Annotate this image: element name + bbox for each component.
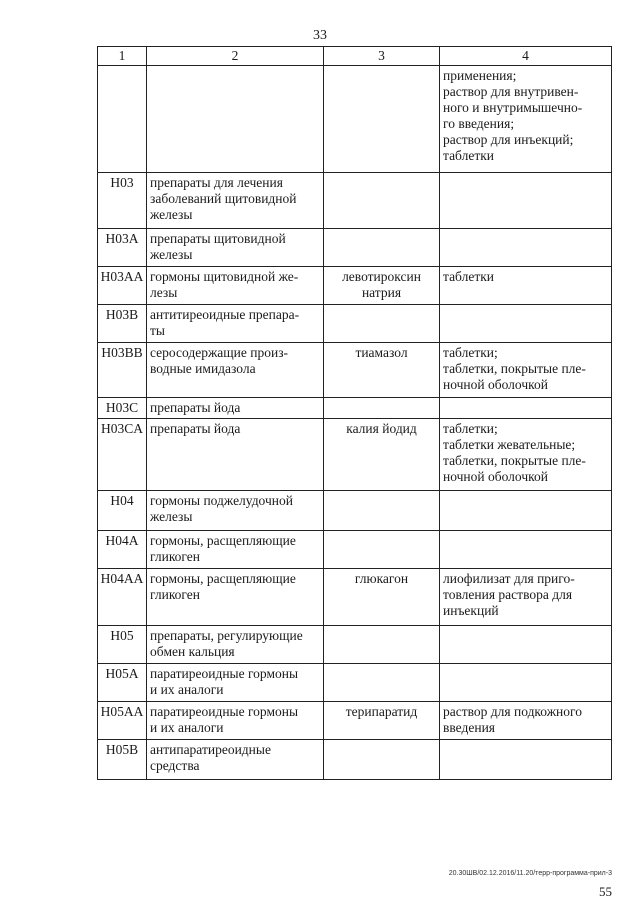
drug-cell bbox=[324, 66, 440, 173]
drug-cell bbox=[324, 740, 440, 780]
form-cell bbox=[440, 531, 612, 569]
form-cell bbox=[440, 398, 612, 419]
code-cell: H03A bbox=[98, 229, 147, 267]
name-cell-line: гормоны, расщепляющие bbox=[150, 533, 296, 548]
code-cell: H03 bbox=[98, 173, 147, 229]
form-cell-line: ночной оболочкой bbox=[443, 469, 548, 484]
form-cell bbox=[440, 419, 612, 491]
form-cell bbox=[440, 740, 612, 780]
name-cell-line: препараты йода bbox=[150, 400, 241, 415]
table-row bbox=[98, 419, 612, 491]
form-cell-line: лиофилизат для приго- bbox=[443, 571, 575, 586]
drug-cell-line: тиамазол bbox=[355, 345, 408, 360]
table-header-row bbox=[98, 47, 612, 66]
name-cell bbox=[147, 419, 324, 491]
name-cell bbox=[147, 626, 324, 664]
drug-cell bbox=[324, 419, 440, 491]
table-row bbox=[98, 66, 612, 173]
code-cell: H04AA bbox=[98, 569, 147, 626]
form-cell-line: таблетки жевательные; bbox=[443, 437, 576, 452]
form-cell bbox=[440, 702, 612, 740]
drug-cell bbox=[324, 305, 440, 343]
drug-cell bbox=[324, 343, 440, 398]
name-cell bbox=[147, 343, 324, 398]
form-cell-line: инъекций bbox=[443, 603, 499, 618]
name-cell bbox=[147, 569, 324, 626]
table-row bbox=[98, 626, 612, 664]
drug-cell-line: натрия bbox=[361, 285, 402, 300]
name-cell-line: гормоны, расщепляющие bbox=[150, 571, 296, 586]
document-code: 20.30ШВ/02.12.2016/11.20/терр-программа-прил-3 bbox=[448, 870, 612, 877]
name-cell-line: гормоны щитовидной же- bbox=[150, 269, 299, 284]
drug-cell-line: калия йодид bbox=[346, 421, 417, 436]
name-cell bbox=[147, 173, 324, 229]
code-cell: H03C bbox=[98, 398, 147, 419]
name-cell-line: водные имидазола bbox=[150, 361, 256, 376]
drug-cell bbox=[324, 569, 440, 626]
form-cell-line: ночной оболочкой bbox=[443, 377, 548, 392]
header-cell: 4 bbox=[440, 47, 612, 66]
form-cell-line: товления раствора для bbox=[443, 587, 573, 602]
table-row bbox=[98, 305, 612, 343]
name-cell-line: препараты, регулирующие bbox=[150, 628, 303, 643]
table-row bbox=[98, 229, 612, 267]
header-cell: 3 bbox=[324, 47, 440, 66]
name-cell bbox=[147, 664, 324, 702]
name-cell bbox=[147, 702, 324, 740]
code-cell: H05 bbox=[98, 626, 147, 664]
table-row bbox=[98, 173, 612, 229]
name-cell-line: лезы bbox=[150, 285, 178, 300]
name-cell-line: и их аналоги bbox=[150, 682, 224, 697]
code-cell: H05A bbox=[98, 664, 147, 702]
code-cell: H04A bbox=[98, 531, 147, 569]
name-cell-line: антитиреоидные препара- bbox=[150, 307, 300, 322]
name-cell-line: антипаратиреоидные bbox=[150, 742, 271, 757]
drug-cell bbox=[324, 398, 440, 419]
drug-cell bbox=[324, 267, 440, 305]
name-cell bbox=[147, 305, 324, 343]
code-cell: H03BB bbox=[98, 343, 147, 398]
form-cell-line: раствор для инъекций; bbox=[443, 132, 574, 147]
drug-cell bbox=[324, 229, 440, 267]
table-row bbox=[98, 664, 612, 702]
table-row bbox=[98, 491, 612, 531]
form-cell-line: раствор для подкожного bbox=[443, 704, 582, 719]
form-cell-line: таблетки; bbox=[443, 345, 498, 360]
drug-cell-line: глюкагон bbox=[354, 571, 409, 586]
drug-cell-line: терипаратид bbox=[345, 704, 418, 719]
drug-cell bbox=[324, 491, 440, 531]
name-cell-line: гликоген bbox=[150, 587, 201, 602]
form-cell-line: го введения; bbox=[443, 116, 515, 131]
drug-cell bbox=[324, 664, 440, 702]
code-cell: H05AA bbox=[98, 702, 147, 740]
name-cell-line: средства bbox=[150, 758, 200, 773]
form-cell bbox=[440, 267, 612, 305]
name-cell-line: препараты щитовидной bbox=[150, 231, 286, 246]
name-cell-line: заболеваний щитовидной bbox=[150, 191, 297, 206]
name-cell-line: и их аналоги bbox=[150, 720, 224, 735]
medicines-table bbox=[97, 46, 612, 780]
table-row bbox=[98, 267, 612, 305]
form-cell-line: таблетки, покрытые пле- bbox=[443, 453, 586, 468]
form-cell bbox=[440, 305, 612, 343]
form-cell bbox=[440, 66, 612, 173]
name-cell-line: гликоген bbox=[150, 549, 201, 564]
form-cell bbox=[440, 343, 612, 398]
footer-page-number: 55 bbox=[599, 884, 612, 899]
form-cell-line: применения; bbox=[443, 68, 517, 83]
code-cell: H03CA bbox=[98, 419, 147, 491]
form-cell bbox=[440, 626, 612, 664]
table-row bbox=[98, 740, 612, 780]
form-cell-line: ного и внутримышечно- bbox=[443, 100, 583, 115]
name-cell-line: ты bbox=[150, 323, 165, 338]
name-cell-line: паратиреоидные гормоны bbox=[150, 666, 299, 681]
drug-cell bbox=[324, 626, 440, 664]
code-cell: H03B bbox=[98, 305, 147, 343]
drug-cell bbox=[324, 173, 440, 229]
name-cell bbox=[147, 398, 324, 419]
table-row bbox=[98, 702, 612, 740]
form-cell bbox=[440, 664, 612, 702]
form-cell bbox=[440, 229, 612, 267]
table-row bbox=[98, 398, 612, 419]
name-cell-line: железы bbox=[150, 207, 193, 222]
header-cell: 1 bbox=[98, 47, 147, 66]
code-cell bbox=[98, 66, 147, 173]
form-cell-line: раствор для внутривен- bbox=[443, 84, 579, 99]
form-cell-line: таблетки bbox=[443, 269, 495, 284]
name-cell-line: железы bbox=[150, 247, 193, 262]
form-cell-line: введения bbox=[443, 720, 496, 735]
name-cell bbox=[147, 491, 324, 531]
code-cell: H04 bbox=[98, 491, 147, 531]
form-cell-line: таблетки, покрытые пле- bbox=[443, 361, 586, 376]
table-row bbox=[98, 569, 612, 626]
drug-cell-line: левотироксин bbox=[342, 269, 421, 284]
name-cell-line: серосодержащие произ- bbox=[150, 345, 289, 360]
name-cell bbox=[147, 740, 324, 780]
name-cell-line: паратиреоидные гормоны bbox=[150, 704, 299, 719]
name-cell-line: препараты для лечения bbox=[150, 175, 283, 190]
header-cell: 2 bbox=[147, 47, 324, 66]
form-cell-line: таблетки bbox=[443, 148, 495, 163]
name-cell bbox=[147, 66, 324, 173]
name-cell bbox=[147, 531, 324, 569]
code-cell: H03AA bbox=[98, 267, 147, 305]
code-cell: H05B bbox=[98, 740, 147, 780]
page-number: 33 bbox=[313, 28, 327, 43]
drug-cell bbox=[324, 531, 440, 569]
form-cell bbox=[440, 173, 612, 229]
table-row bbox=[98, 343, 612, 398]
name-cell bbox=[147, 267, 324, 305]
name-cell-line: гормоны поджелудочной bbox=[150, 493, 293, 508]
form-cell-line: таблетки; bbox=[443, 421, 498, 436]
name-cell bbox=[147, 229, 324, 267]
name-cell-line: железы bbox=[150, 509, 193, 524]
form-cell bbox=[440, 491, 612, 531]
name-cell-line: обмен кальция bbox=[150, 644, 235, 659]
name-cell-line: препараты йода bbox=[150, 421, 241, 436]
table-row bbox=[98, 531, 612, 569]
form-cell bbox=[440, 569, 612, 626]
drug-cell bbox=[324, 702, 440, 740]
